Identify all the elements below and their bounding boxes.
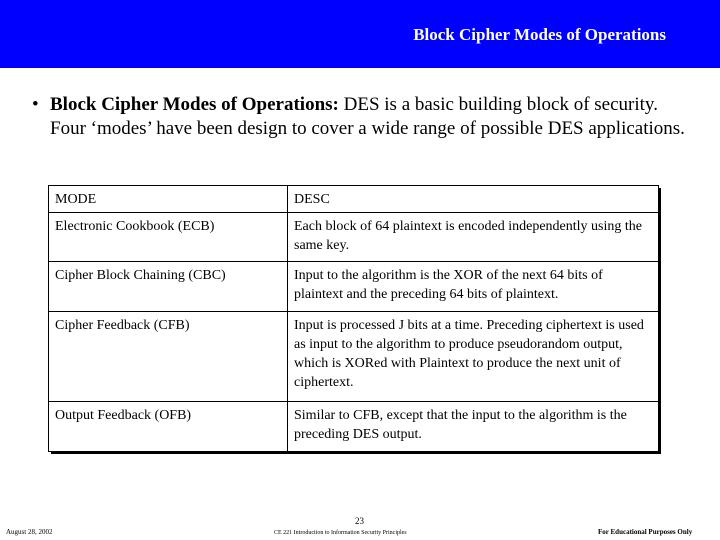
header-bar [0,0,720,68]
table-header-row [49,186,659,213]
header-cell-mode: MODE [49,186,288,213]
table-row [49,311,659,402]
header-cell-desc: DESC [288,186,659,213]
footer-notice: For Educational Purposes Only [598,528,693,536]
desc-cell: Similar to CFB, except that the input to the algorithm is the preceding DES output. [288,402,659,452]
page-number: 23 [355,516,364,526]
modes-table-container [48,185,660,453]
bullet-icon: • [32,94,39,115]
mode-cell: Cipher Block Chaining (CBC) [49,262,288,311]
intro-paragraph [32,93,690,141]
mode-cell: Cipher Feedback (CFB) [49,311,288,402]
mode-cell: Electronic Cookbook (ECB) [49,212,288,261]
desc-cell: Input is processed J bits at a time. Preceding ciphertext is used as input to the algorithm to produce pseudorandom output, which is XORed with Plaintext to produce the next unit of ciphertext. [288,311,659,402]
footer-date: August 28, 2002 [6,528,53,536]
desc-cell: Input to the algorithm is the XOR of the next 64 bits of plaintext and the preceding 64 bits of plaintext. [288,262,659,311]
footer-course: CE 221 Introduction to Information Security Principles [274,530,407,536]
table-row [49,262,659,311]
mode-cell: Output Feedback (OFB) [49,402,288,452]
desc-cell: Each block of 64 plaintext is encoded independently using the same key. [288,212,659,261]
slide-title: Block Cipher Modes of Operations [413,25,666,44]
table-row [49,402,659,452]
modes-table [48,185,659,452]
table-row [49,212,659,261]
intro-lead: Block Cipher Modes of Operations: [50,94,339,115]
intro-body: DES is a basic building block of security. Four ‘modes’ have been design to cover a wide range of possible DES applications. [50,94,685,139]
